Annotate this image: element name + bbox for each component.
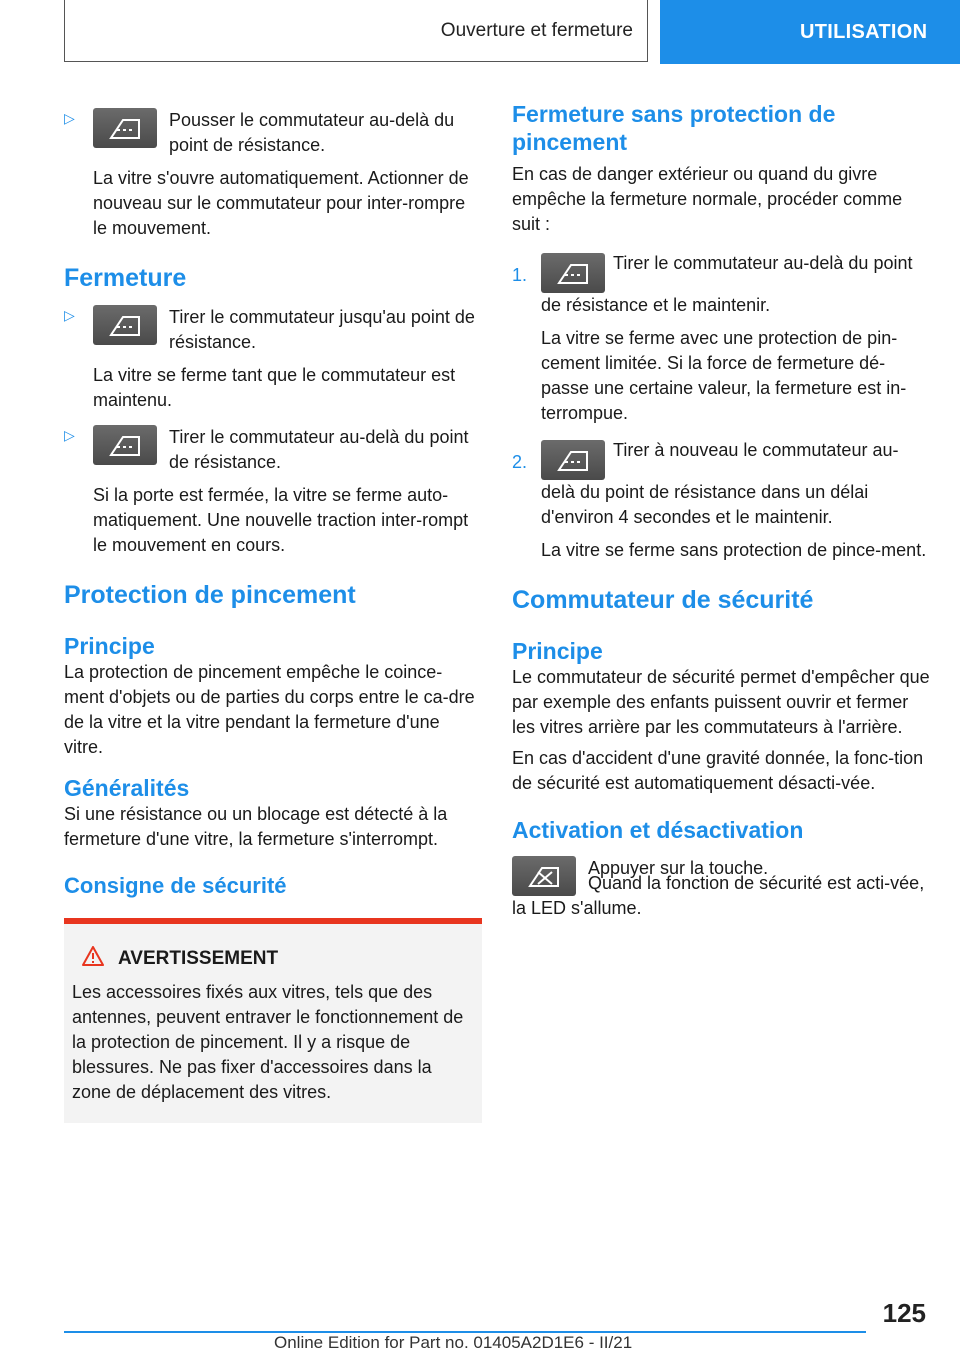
closing-step-1-note: La vitre se ferme tant que le commutateur est maintenu. <box>93 365 456 410</box>
general-heading: Généralités <box>64 775 190 801</box>
switch-heading: Commutateur de sécurité <box>512 586 814 614</box>
warning-triangle-icon <box>82 946 104 972</box>
window-switch-icon <box>541 253 605 293</box>
step-1-text <box>541 251 930 318</box>
switch-principle-text-2: En cas d'accident d'une gravité donnée, la fonc-tion de sécurité est automatiquement désacti-vée. <box>512 748 924 793</box>
child-lock-button-icon <box>512 856 576 896</box>
warning-box <box>64 918 482 1123</box>
step-1-note: La vitre se ferme avec une protection de pin-cement limitée. Si la force de fermeture dé-passe une certaine valeur, la fermeture est in-terrompue. <box>541 328 907 423</box>
triangle-marker-icon: ▷ <box>64 427 75 443</box>
no-protect-intro: En cas de danger extérieur ou quand du givre empêche la fermeture normale, procéder comme suit : <box>512 164 903 234</box>
step-2-text <box>541 438 930 530</box>
no-protect-heading: Fermeture sans protection de pincement <box>512 101 836 155</box>
step-1-instruction: Tirer le commutateur au-delà du point de résistance et le maintenir. <box>541 253 913 315</box>
switch-principle-heading: Principe <box>512 638 603 664</box>
page-header <box>0 0 960 64</box>
step-1 <box>512 251 930 426</box>
right-column <box>512 100 930 921</box>
closing-step-2-note: Si la porte est fermée, la vitre se ferme auto-matiquement. Une nouvelle traction inter-rompt le mouvement en cours. <box>93 485 469 555</box>
triangle-marker-icon: ▷ <box>64 307 75 323</box>
principle-heading: Principe <box>64 633 155 659</box>
section-title: Ouverture et fermeture <box>64 0 648 62</box>
open-step-text: Pousser le commutateur au-delà du point de résistance. <box>169 110 455 155</box>
safety-heading: Consigne de sécurité <box>64 873 287 898</box>
warning-text: Les accessoires fixés aux vitres, tels que des antennes, peuvent entraver le fonctionnement de la protection de pincement. Il y a risque de blessures. Ne pas fixer d'accessoires dans la zone de déplacement des vitres. <box>72 982 464 1102</box>
switch-principle-text-1: Le commutateur de sécurité permet d'empêcher que par exemple des enfants puissent ouvrir et fermer les vitres arrière par les commutateurs à l'arrière. <box>512 667 930 737</box>
warning-title <box>72 946 474 972</box>
step-2 <box>512 438 930 563</box>
activation-text-2: Quand la fonction de sécurité est acti-vée, la LED s'allume. <box>512 873 925 918</box>
closing-step-2-text: Tirer le commutateur au-delà du point de résistance. <box>169 427 469 472</box>
window-switch-icon <box>93 108 157 148</box>
closing-step-1-text: Tirer le commutateur jusqu'au point de résistance. <box>169 307 475 352</box>
step-number: 1. <box>512 265 528 285</box>
page-number: 125 <box>882 1298 926 1328</box>
window-switch-icon <box>93 425 157 465</box>
closing-heading: Fermeture <box>64 264 187 292</box>
triangle-marker-icon: ▷ <box>64 110 75 126</box>
activation-heading: Activation et désactivation <box>512 817 804 843</box>
pinch-heading: Protection de pincement <box>64 581 356 609</box>
open-step <box>64 106 482 241</box>
activation-text-1: Appuyer sur la touche. <box>588 858 769 878</box>
chapter-tab[interactable]: UTILISATION <box>660 0 960 64</box>
window-switch-icon <box>541 440 605 480</box>
step-number: 2. <box>512 452 528 472</box>
closing-step-2 <box>64 423 482 558</box>
step-2-instruction: Tirer à nouveau le commutateur au-delà du point de résistance dans un délai d'environ 4 secondes et le maintenir. <box>541 440 899 527</box>
activation-block <box>512 854 930 921</box>
window-switch-icon <box>93 305 157 345</box>
closing-step-1 <box>64 303 482 413</box>
open-step-note: La vitre s'ouvre automatiquement. Actionner de nouveau sur le commutateur pour inter-rompre le mouvement. <box>93 168 469 238</box>
step-2-note: La vitre se ferme sans protection de pince-ment. <box>541 540 927 560</box>
edition-info: Online Edition for Part no. 01405A2D1E6 - II/21 <box>274 1333 633 1352</box>
left-column <box>64 100 482 1123</box>
warning-title-text: AVERTISSEMENT <box>118 948 279 969</box>
general-text: Si une résistance ou un blocage est détecté à la fermeture d'une vitre, la fermeture s'interrompt. <box>64 804 448 849</box>
principle-text: La protection de pincement empêche le coince-ment d'objets ou de parties du corps entre le ca-dre de la vitre et la vitre pendant la fermeture d'une vitre. <box>64 662 475 757</box>
